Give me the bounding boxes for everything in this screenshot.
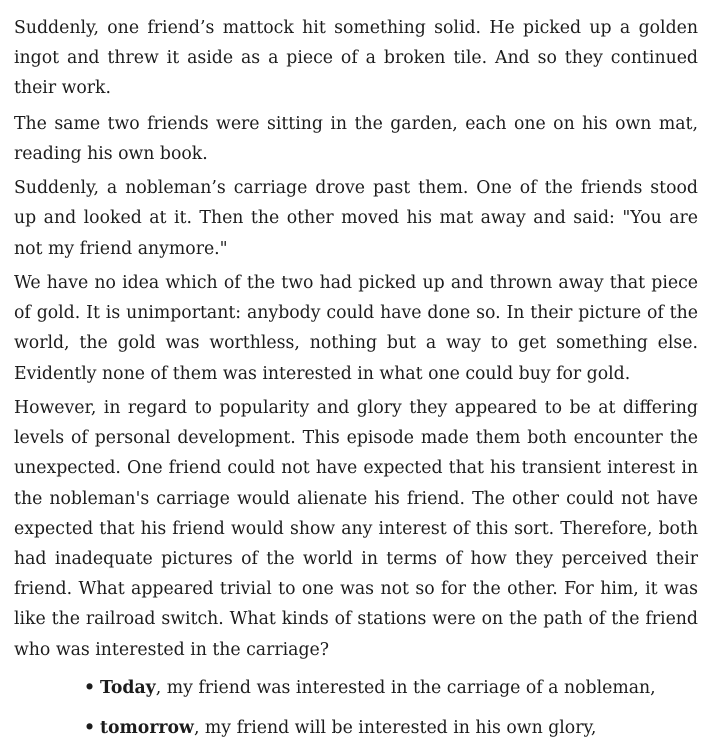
- list-item-bold: Today: [100, 677, 156, 698]
- bullet-icon: •: [84, 677, 96, 698]
- document-page: [14, 13, 698, 753]
- paragraph-4: We have no idea which of the two had picked up and thrown away that piece of gold. It is unimportant: anybody could have done so. In their picture of the world, the gold was worthless, nothing but a way to get something else. Evidently none of them was interested in what one could buy for gold.: [14, 273, 698, 384]
- list-item: [84, 713, 698, 743]
- list-item-bold: tomorrow: [100, 718, 194, 739]
- bullet-icon: •: [84, 718, 96, 739]
- paragraph-2: The same two friends were sitting in the garden, each one on his own mat, reading his own book.: [14, 113, 698, 164]
- list-item-text: , my friend will be interested in his own glory,: [193, 718, 597, 739]
- bullet-list: [14, 673, 698, 743]
- paragraph-3: Suddenly, a nobleman’s carriage drove past them. One of the friends stood up and looked at it. Then the other moved his mat away and said: "You are not my friend anymore.": [14, 178, 698, 259]
- paragraph-5: However, in regard to popularity and glory they appeared to be at differing levels of personal development. This episode made them both encounter the unexpected. One friend could not have expected that his transient interest in the nobleman's carriage would alienate his friend. The other could not have expected that his friend would show any interest of this sort. Therefore, both had inadequate pictures of the world in terms of how they perceived their friend. What appeared trivial to one was not so for the other. For him, it was like the railroad switch. What kinds of stations were on the path of the friend who was interested in the carriage?: [14, 398, 698, 660]
- list-item-text: , my friend was interested in the carriage of a nobleman,: [155, 677, 656, 698]
- paragraph-1: Suddenly, one friend’s mattock hit something solid. He picked up a golden ingot and threw it aside as a piece of a broken tile. And so they continued their work.: [14, 18, 698, 99]
- list-item: [84, 673, 698, 703]
